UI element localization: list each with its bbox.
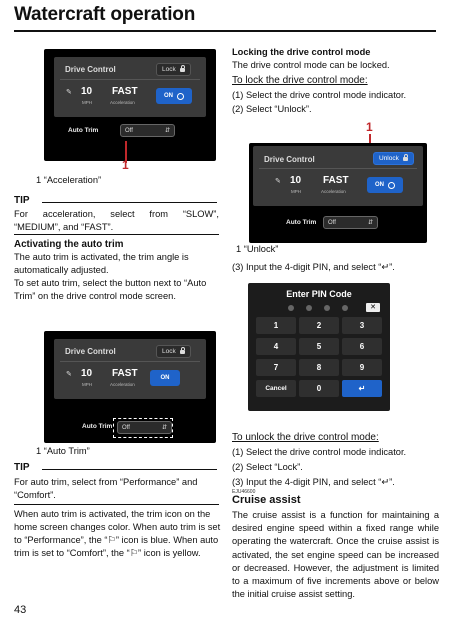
unlock-label: Unlock bbox=[379, 155, 399, 162]
tip-rule bbox=[42, 469, 217, 470]
divider bbox=[60, 361, 200, 362]
chevron-updown-icon: ⇵ bbox=[367, 220, 373, 226]
lock-step-1: (1) Select the drive control mode indicator. bbox=[232, 90, 407, 100]
section-heading-cruise: Cruise assist bbox=[232, 494, 301, 506]
callout-number: 1 bbox=[122, 158, 129, 172]
pin-key-4[interactable]: 4 bbox=[256, 338, 296, 355]
divider bbox=[259, 168, 417, 169]
on-label: ON bbox=[164, 93, 173, 99]
tip-text: For auto trim, select from “Performance” and “Comfort”. bbox=[14, 477, 198, 500]
chevron-updown-icon: ⇵ bbox=[164, 128, 170, 134]
speed-unit: MPH bbox=[291, 189, 301, 194]
caption-auto-trim: 1 “Auto Trim” bbox=[36, 446, 90, 456]
lock-icon bbox=[180, 350, 185, 354]
acceleration-value: FAST bbox=[323, 175, 349, 186]
caption-unlock: 1 “Unlock” bbox=[236, 244, 279, 254]
tip-label: TIP bbox=[14, 462, 30, 473]
activating-paragraph-2: To set auto trim, select the button next to “Auto Trim” on the drive control mode screen. bbox=[14, 278, 207, 301]
edit-icon[interactable]: ✎ bbox=[275, 178, 281, 185]
on-label: ON bbox=[160, 375, 170, 381]
pin-key-5[interactable]: 5 bbox=[299, 338, 339, 355]
edit-icon[interactable]: ✎ bbox=[66, 89, 72, 96]
unlock-procedure-heading: To unlock the drive control mode: bbox=[232, 432, 379, 443]
page-number: 43 bbox=[14, 604, 27, 616]
auto-trim-value: Off bbox=[328, 219, 336, 226]
drive-control-title: Drive Control bbox=[65, 347, 116, 356]
acceleration-label: Acceleration bbox=[321, 189, 346, 194]
auto-trim-label: Auto Trim bbox=[82, 423, 113, 430]
title-rule bbox=[14, 30, 436, 32]
auto-trim-value: Off bbox=[122, 424, 130, 431]
lock-step-3: (3) Input the 4-digit PIN, and select “↵”. bbox=[232, 262, 395, 272]
enter-key-icon[interactable]: ↵ bbox=[342, 380, 382, 397]
lock-procedure-heading: To lock the drive control mode: bbox=[232, 75, 368, 86]
drive-control-panel bbox=[253, 146, 423, 206]
drive-control-panel bbox=[54, 339, 206, 399]
pin-key-7[interactable]: 7 bbox=[256, 359, 296, 376]
section-heading-locking: Locking the drive control mode bbox=[232, 47, 371, 57]
acceleration-label: Acceleration bbox=[110, 382, 135, 387]
unlock-step-2: (2) Select “Lock”. bbox=[232, 462, 303, 472]
unlock-step-3: (3) Input the 4-digit PIN, and select “↵”. bbox=[232, 477, 395, 487]
speed-unit: MPH bbox=[82, 382, 92, 387]
pin-key-9[interactable]: 9 bbox=[342, 359, 382, 376]
pin-cancel-button[interactable]: Cancel bbox=[256, 380, 296, 397]
on-button[interactable] bbox=[150, 370, 180, 386]
activating-paragraph-1: The auto trim is activated, the trim angle is automatically adjusted. bbox=[14, 252, 189, 275]
pin-key-8[interactable]: 8 bbox=[299, 359, 339, 376]
drive-control-title: Drive Control bbox=[264, 155, 315, 164]
pin-key-1[interactable]: 1 bbox=[256, 317, 296, 334]
unlock-button[interactable] bbox=[373, 152, 414, 165]
pin-key-2[interactable]: 2 bbox=[299, 317, 339, 334]
section-heading-activating: Activating the auto trim bbox=[14, 239, 124, 250]
lock-button[interactable] bbox=[156, 63, 191, 76]
callout-number: 1 bbox=[366, 120, 373, 134]
edit-icon[interactable]: ✎ bbox=[66, 371, 72, 378]
on-button[interactable] bbox=[367, 177, 403, 193]
drive-control-screen-unlock bbox=[249, 143, 427, 243]
lock-icon bbox=[180, 68, 185, 72]
tip-end-rule bbox=[14, 504, 219, 505]
pin-dot bbox=[342, 305, 348, 311]
auto-trim-select[interactable] bbox=[117, 421, 172, 434]
tip-label: TIP bbox=[14, 195, 30, 206]
lock-icon bbox=[403, 157, 408, 161]
on-button[interactable] bbox=[156, 88, 192, 104]
auto-trim-label: Auto Trim bbox=[68, 127, 99, 134]
drive-control-panel bbox=[54, 57, 206, 117]
page-title: Watercraft operation bbox=[14, 4, 196, 25]
acceleration-value: FAST bbox=[112, 368, 138, 379]
drive-control-screen-1 bbox=[44, 49, 216, 161]
caption-acceleration: 1 “Acceleration” bbox=[36, 175, 102, 185]
section-code: EJU46600 bbox=[232, 489, 256, 495]
tip-text: For acceleration, select from “SLOW”, “MEDIUM”, and “FAST”. bbox=[14, 209, 219, 232]
pin-dots bbox=[288, 305, 348, 311]
power-icon bbox=[388, 182, 395, 189]
locking-paragraph: The drive control mode can be locked. bbox=[232, 60, 390, 70]
lock-label: Lock bbox=[162, 348, 176, 355]
speed-value: 10 bbox=[290, 175, 302, 186]
power-icon bbox=[177, 93, 184, 100]
unlock-step-1: (1) Select the drive control mode indicator. bbox=[232, 447, 407, 457]
chevron-updown-icon: ⇵ bbox=[161, 425, 167, 431]
backspace-icon[interactable]: ✕ bbox=[366, 303, 380, 312]
pin-key-6[interactable]: 6 bbox=[342, 338, 382, 355]
acceleration-label: Acceleration bbox=[110, 100, 135, 105]
drive-control-screen-2 bbox=[44, 331, 216, 443]
tip-rule bbox=[42, 202, 217, 203]
lock-button[interactable] bbox=[156, 345, 191, 358]
pin-title: Enter PIN Code bbox=[286, 289, 352, 299]
divider bbox=[60, 79, 200, 80]
pin-dot bbox=[288, 305, 294, 311]
tip-end-rule bbox=[14, 234, 219, 235]
cruise-paragraph: The cruise assist is a function for maintaining a desired engine speed within a fixed range while operating the watercraft. Once the cruise assist is activated, the set engine speed can be increased or decreased. However, the adjustment is limited to a maximum of five increments above or below the initial cruise assist setting. bbox=[232, 510, 439, 600]
speed-value: 10 bbox=[81, 86, 93, 97]
auto-trim-select[interactable] bbox=[120, 124, 175, 137]
auto-trim-value: Off bbox=[125, 127, 133, 134]
lock-label: Lock bbox=[162, 66, 176, 73]
on-label: ON bbox=[375, 182, 384, 188]
pin-dot bbox=[306, 305, 312, 311]
pin-dot bbox=[324, 305, 330, 311]
speed-unit: MPH bbox=[82, 100, 92, 105]
speed-value: 10 bbox=[81, 368, 93, 379]
pin-key-3[interactable]: 3 bbox=[342, 317, 382, 334]
drive-control-title: Drive Control bbox=[65, 65, 116, 74]
auto-trim-label: Auto Trim bbox=[286, 219, 317, 226]
acceleration-value: FAST bbox=[112, 86, 138, 97]
pin-entry-screen bbox=[248, 283, 390, 411]
auto-trim-select[interactable] bbox=[323, 216, 378, 229]
lock-step-2: (2) Select “Unlock”. bbox=[232, 104, 312, 114]
trim-icon-paragraph: When auto trim is activated, the trim icon on the home screen changes color. When auto trim is set to “Performance”, the “⚐” icon is blue. When auto trim is set to “Comfort”, the “⚐” icon is yellow. bbox=[14, 509, 221, 558]
pin-key-0[interactable]: 0 bbox=[299, 380, 339, 397]
